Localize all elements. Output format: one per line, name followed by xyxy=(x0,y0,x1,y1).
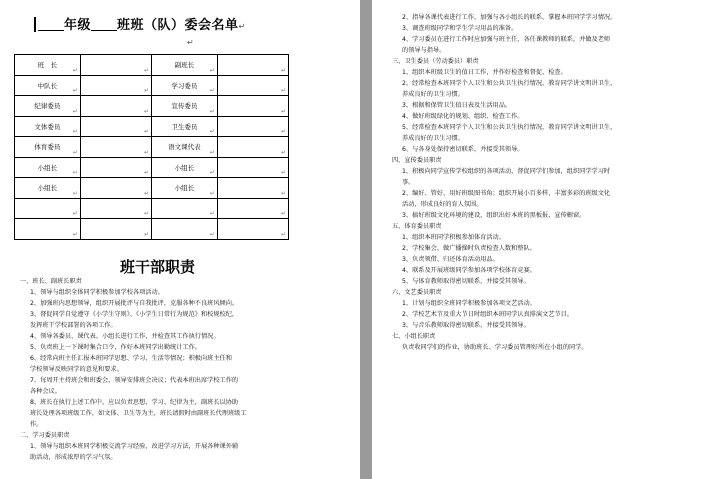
text-line: 1、领导与组织本班同学积极交流学习经验，改进学习方法，开展各种课外辅 xyxy=(30,443,239,450)
text-line: 事。 xyxy=(402,179,415,186)
roster-name-cell[interactable] xyxy=(217,55,288,76)
text-line: 4、联系及开展班级同学参加各项学校体育竞赛。 xyxy=(402,267,536,274)
cell-end-mark-icon: ↵ xyxy=(72,148,78,156)
cell-end-mark-icon: ↵ xyxy=(143,87,149,94)
left-duty-text xyxy=(20,276,247,463)
roster-name-cell[interactable] xyxy=(80,96,151,117)
roster-cell-text: 学习委员 xyxy=(171,81,198,90)
text-line: 5、负责班上一下课时集合口令，作好本班同学出勤统计工作。 xyxy=(30,344,201,351)
cell-end-mark-icon: ↵ xyxy=(209,107,215,115)
text-line: 3、负责领借、归还体育活动用品。 xyxy=(402,256,499,263)
roster-role-cell xyxy=(15,157,81,178)
text-line: 1、计划与组织全班同学积极参加各项文艺活动。 xyxy=(402,300,536,307)
text-line: 七、小组长职责 xyxy=(392,333,436,340)
roster-role-cell xyxy=(151,178,217,199)
cell-end-mark-icon: ↵ xyxy=(280,230,286,238)
cell-end-mark-icon: ↵ xyxy=(143,169,149,176)
cell-end-mark-icon: ↵ xyxy=(209,66,215,74)
roster-cell-text: 班 长 xyxy=(37,61,58,70)
return-mark-icon: ↵ xyxy=(238,22,246,31)
text-line: 四、宣传委员职责 xyxy=(392,157,442,164)
text-line: 1、积极向同学宣传学校组织的各项活动，督促同学们参加，组织同学学习时 xyxy=(402,168,611,175)
roster-row xyxy=(15,219,289,240)
text-line: 2、学校集会、做广播操时负责检查人数和整队。 xyxy=(402,245,536,252)
cell-end-mark-icon: ↵ xyxy=(72,66,78,74)
roster-role-cell xyxy=(151,219,217,240)
roster-role-cell xyxy=(15,55,81,76)
text-line: 五、体育委员职责 xyxy=(392,223,442,230)
cell-end-mark-icon: ↵ xyxy=(72,189,78,197)
roster-name-cell[interactable] xyxy=(80,137,151,158)
cell-end-mark-icon: ↵ xyxy=(72,210,78,217)
text-line: 2、学校艺术节及重大节日时组织本班同学认真排演文艺节目。 xyxy=(402,311,573,318)
roster-cell-text: 文体委员 xyxy=(34,122,61,131)
text-line: 发挥班干学校部署的各项工作。 xyxy=(30,322,117,329)
text-line: 2、经常检查本班同学个人卫生和公共卫生执行情况，教育同学讲文明讲卫生， xyxy=(402,80,617,87)
text-line: 六、文艺委员职责 xyxy=(392,289,442,296)
text-line: 2、指导各课代表进行工作，加强与各小组长的联系，掌握本班同学学习情况。 xyxy=(402,14,617,21)
roster-cell-text: 纪律委员 xyxy=(34,102,61,111)
cell-end-mark-icon: ↵ xyxy=(209,169,215,176)
roster-cell-text: 副班长 xyxy=(174,61,195,70)
text-line: 养成良好的卫生习惯。 xyxy=(402,91,464,98)
text-line: 学校领导反映同学的意见和要求。 xyxy=(30,366,123,373)
roster-name-cell[interactable] xyxy=(217,157,288,178)
roster-role-cell xyxy=(15,198,81,219)
roster-role-cell xyxy=(151,55,217,76)
roster-role-cell xyxy=(151,137,217,158)
roster-role-cell xyxy=(151,116,217,137)
paragraph-mark-icon: ↵ xyxy=(187,38,194,47)
cell-end-mark-icon: ↵ xyxy=(209,189,215,197)
cell-end-mark-icon: ↵ xyxy=(72,230,78,238)
text-line: 3、调查班级同学和学生学习用品的准备。 xyxy=(402,25,518,32)
cell-end-mark-icon: ↵ xyxy=(143,210,149,217)
roster-role-cell xyxy=(151,75,217,96)
text-line: 1、组织本班同学积极参加体育活动。 xyxy=(402,234,505,241)
text-line: 的领导与指导。 xyxy=(402,47,446,54)
cell-end-mark-icon: ↵ xyxy=(143,230,149,238)
roster-name-cell[interactable] xyxy=(217,96,288,117)
duty-section-title: 班干部职责 xyxy=(120,258,196,276)
roster-role-cell xyxy=(15,96,81,117)
roster-role-cell xyxy=(151,96,217,117)
text-line: 作。 xyxy=(30,421,43,428)
cell-end-mark-icon: ↵ xyxy=(280,148,286,156)
roster-role-cell xyxy=(151,157,217,178)
cell-end-mark-icon: ↵ xyxy=(143,128,149,135)
page-title xyxy=(34,14,334,33)
text-line: 2、编好、管好、用好班级图书角；组织开展小百多样、丰富多彩的班级文化 xyxy=(402,190,611,197)
roster-name-cell[interactable] xyxy=(217,178,288,199)
roster-name-cell[interactable] xyxy=(80,157,151,178)
title-part-committee: 班班（队）委会名单 xyxy=(117,18,239,33)
text-line: 3、根据和保管卫生值日表及生活用品。 xyxy=(402,102,512,109)
right-duty-text xyxy=(392,12,616,353)
title-part-grade: 年级 xyxy=(64,18,92,33)
roster-role-cell xyxy=(15,137,81,158)
cell-end-mark-icon: ↵ xyxy=(280,107,286,115)
text-line: 活动，形成良好的育人氛围。 xyxy=(402,201,483,208)
roster-cell-text: 卫生委员 xyxy=(171,122,198,131)
text-line: 班长处理各项班级工作，如文体、卫生等为主，班长请假时由副班长代理班级工 xyxy=(30,410,247,417)
roster-role-cell xyxy=(15,219,81,240)
cell-end-mark-icon: ↵ xyxy=(209,230,215,238)
roster-name-cell[interactable] xyxy=(80,75,151,96)
cell-end-mark-icon: ↵ xyxy=(280,128,286,135)
cell-end-mark-icon: ↵ xyxy=(209,148,215,156)
text-line: 4、学习委员在进行工作时应加强与班主任、各任课教师的联系，并做及老师 xyxy=(402,36,611,43)
roster-cell-text: 小组长 xyxy=(174,163,195,172)
text-line: 养成良好的卫生习惯。 xyxy=(402,135,464,142)
roster-cell-text: 体育委员 xyxy=(34,143,61,152)
cell-end-mark-icon: ↵ xyxy=(280,189,286,197)
text-line: 7、每周开主持班会和班委会，领导安排班会决议；代表本班出席学校工作的 xyxy=(30,377,239,384)
roster-name-cell[interactable] xyxy=(80,198,151,219)
text-line: 5、与体育教师取得密切联系，并接受其领导。 xyxy=(402,278,530,285)
cell-end-mark-icon: ↵ xyxy=(72,169,78,176)
text-line: 4、做好班级绿化的规划、组织、检查工作。 xyxy=(402,113,524,120)
text-line: 一、班长、副班长职责 xyxy=(20,278,82,285)
grade-blank[interactable] xyxy=(38,18,64,31)
roster-cell-text: 中队长 xyxy=(37,81,58,90)
text-line: 5、经常检查本班同学个人卫生和公共卫生执行情况，教育同学讲文明讲卫生， xyxy=(402,124,617,131)
text-line: 助活动，形成浓厚的学习气氛。 xyxy=(30,454,117,461)
roster-cell-text: 语文课代表 xyxy=(168,143,201,152)
roster-row xyxy=(15,75,289,96)
roster-name-cell[interactable] xyxy=(80,116,151,137)
cell-end-mark-icon: ↵ xyxy=(209,87,215,94)
text-line: 6、经常向班主任汇报本班同学思想、学习、生活等情况；积极向班主任和 xyxy=(30,355,232,362)
page-gap xyxy=(360,0,372,479)
cell-end-mark-icon: ↵ xyxy=(280,210,286,217)
roster-name-cell[interactable] xyxy=(217,219,288,240)
text-line: 3、搞好班级文化环境的建设，组织出好本班的黑板报、宣传橱窗。 xyxy=(402,212,586,219)
cell-end-mark-icon: ↵ xyxy=(280,169,286,176)
roster-role-cell xyxy=(15,75,81,96)
cell-end-mark-icon: ↵ xyxy=(143,66,149,74)
roster-name-cell[interactable] xyxy=(80,55,151,76)
cell-end-mark-icon: ↵ xyxy=(209,210,215,217)
cell-end-mark-icon: ↵ xyxy=(280,66,286,74)
roster-name-cell[interactable] xyxy=(217,116,288,137)
roster-role-cell xyxy=(15,178,81,199)
cell-end-mark-icon: ↵ xyxy=(143,189,149,197)
cell-end-mark-icon: ↵ xyxy=(72,107,78,115)
text-line: 负责收同学们的作业，协助班长、学习委员管理好所在小组的同学。 xyxy=(402,344,588,351)
right-page xyxy=(372,0,715,479)
text-line: 6、与各身处保持密切联系，并接受其领导。 xyxy=(402,146,524,153)
roster-name-cell[interactable] xyxy=(217,198,288,219)
roster-cell-text: 小组长 xyxy=(174,184,195,193)
roster-row xyxy=(15,55,289,76)
roster-cell-text: 小组长 xyxy=(37,184,58,193)
roster-name-cell[interactable] xyxy=(217,75,288,96)
text-line: 三、卫生委员（劳动委员）职责 xyxy=(392,58,479,65)
text-line: 4、领导各委员、课代表、小组长进行工作，并检查其工作执行情况。 xyxy=(30,333,220,340)
cell-end-mark-icon: ↵ xyxy=(72,128,78,135)
roster-row xyxy=(15,137,289,158)
text-line: 二、学习委员职责 xyxy=(20,432,70,439)
roster-role-cell xyxy=(151,198,217,219)
roster-cell-text: 宣传委员 xyxy=(171,102,198,111)
cell-end-mark-icon: ↵ xyxy=(209,128,215,135)
text-line: 3、与音乐教师取得密切联系，并接受其领导。 xyxy=(402,322,530,329)
roster-name-cell[interactable] xyxy=(80,178,151,199)
cell-end-mark-icon: ↵ xyxy=(280,87,286,94)
roster-row xyxy=(15,116,289,137)
class-blank[interactable] xyxy=(91,18,117,31)
text-line: 8、班长在执行上述工作中，应以负责思想、学习、纪律为主，副班长以协助 xyxy=(30,399,239,406)
roster-row xyxy=(15,178,289,199)
text-line: 3、督促同学自觉遵守《小学生守则》、《小学生日常行为规范》和校规校纪， xyxy=(30,311,239,318)
roster-row xyxy=(15,198,289,219)
cell-end-mark-icon: ↵ xyxy=(143,107,149,115)
roster-row xyxy=(15,96,289,117)
roster-name-cell[interactable] xyxy=(80,219,151,240)
roster-cell-text: 小组长 xyxy=(37,163,58,172)
roster-role-cell xyxy=(15,116,81,137)
text-line: 1、领导与组织全体同学积极参加学校各项活动。 xyxy=(30,289,164,296)
roster-row xyxy=(15,157,289,178)
text-cursor xyxy=(34,17,36,32)
roster-name-cell[interactable] xyxy=(217,137,288,158)
text-line: 各种会议。 xyxy=(30,388,61,395)
cell-end-mark-icon: ↵ xyxy=(72,87,78,94)
text-line: 2、加强班内思想领导，组织开展批评与自我批评，克服各种不良班风倾向。 xyxy=(30,300,239,307)
text-line: 1、组织本班级卫生的值日工作，并作好检查和督促、检查。 xyxy=(402,69,567,76)
committee-roster-table xyxy=(14,54,289,240)
cell-end-mark-icon: ↵ xyxy=(143,148,149,156)
